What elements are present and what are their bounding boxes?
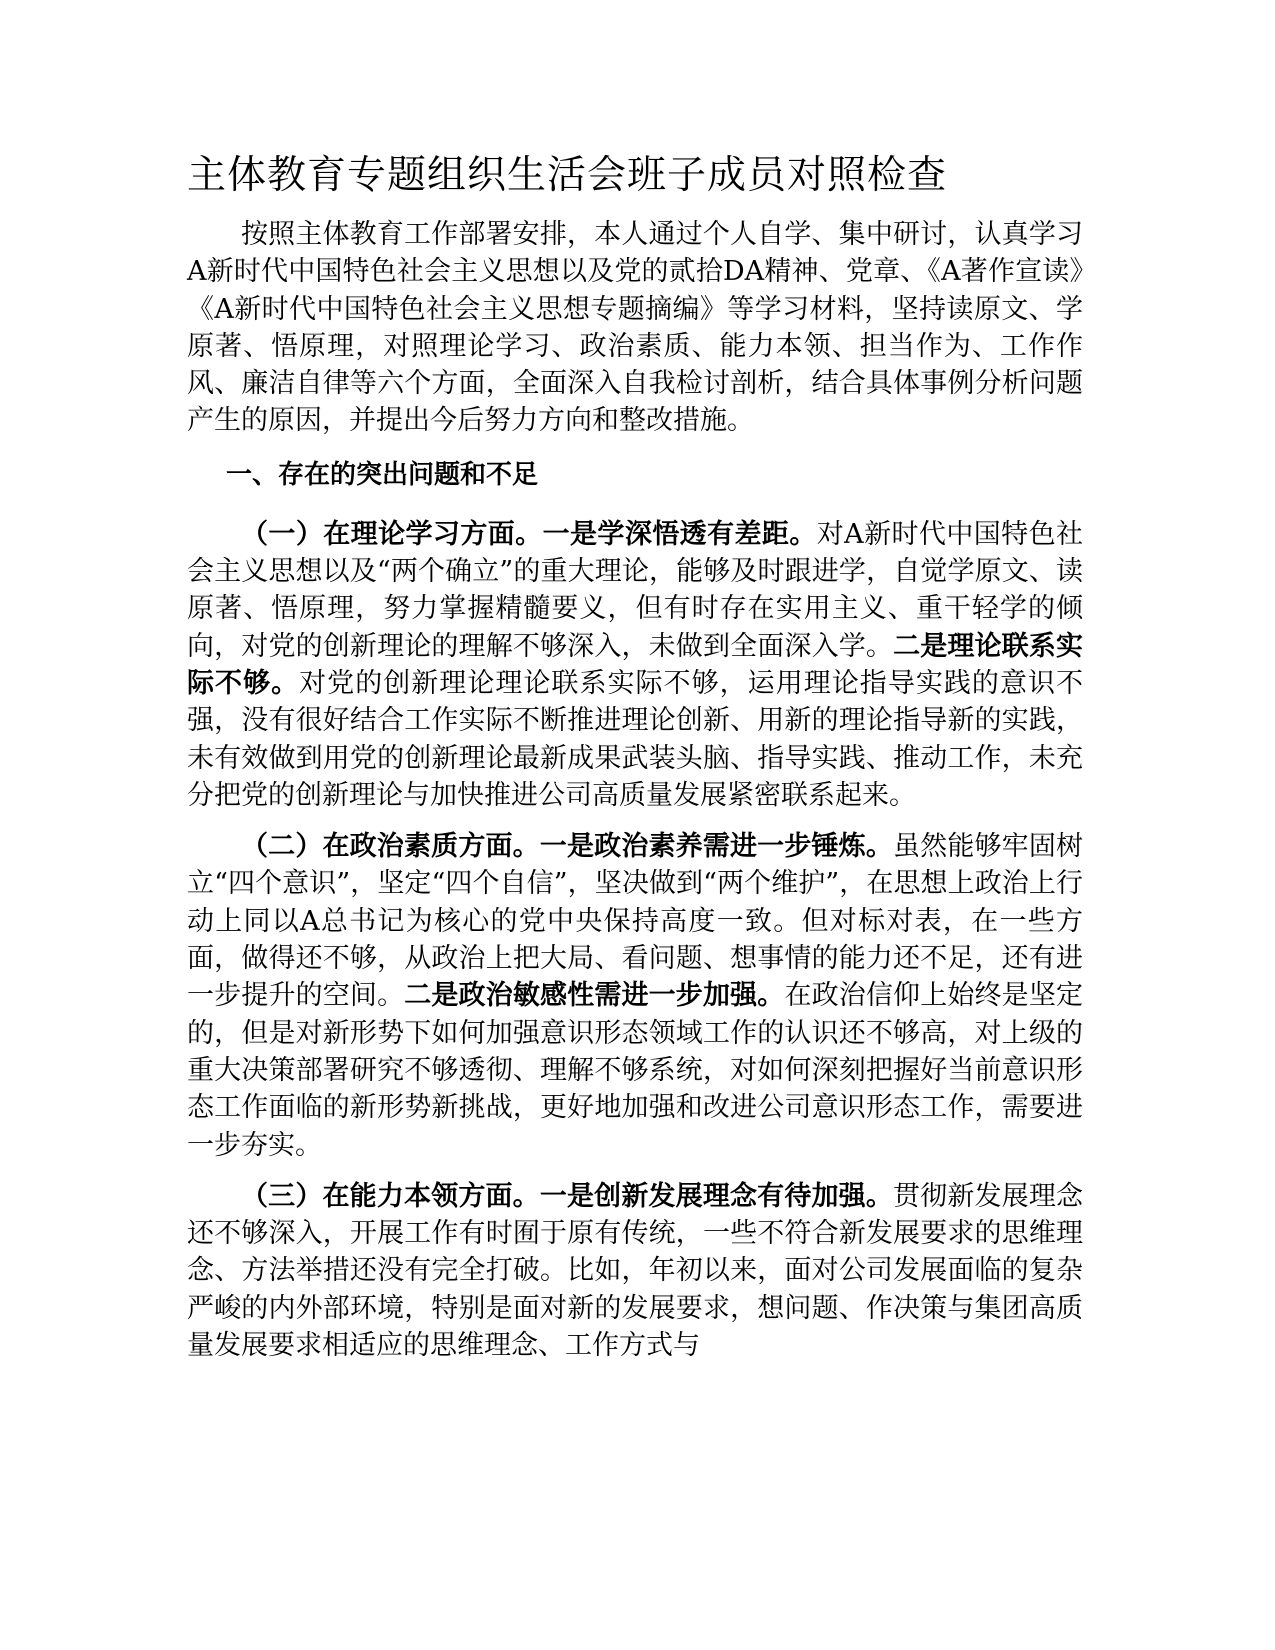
intro-paragraph: 按照主体教育工作部署安排，本人通过个人自学、集中研讨，认真学习A新时代中国特色社会主义思想以及党的贰拾DA精神、党章、《A著作宣读》《A新时代中国特色社会主义思想专题摘编》等学习材料，坚持读原文、学原著、悟原理，对照理论学习、政治素质、能力本领、担当作为、工作作风、廉洁自律等六个方面，全面深入自我检讨剖析，结合具体事例分析问题产生的原因，并提出今后努力方向和整改措施。 [187,219,1083,437]
theory-study-lead: （一）在理论学习方面。一是学深悟透有差距。 [241,518,817,550]
theory-study-text-2: 对党的创新理论理论联系实际不够，运用理论指导实践的意识不强，没有很好结合工作实际不断推进理论创新、用新的理论指导新的实践，未有效做到用党的创新理论最新成果武装头脑、指导实践、推动工作，未充分把党的创新理论与加快推进公司高质量发展紧密联系起来。 [187,667,1084,811]
ability-paragraph [187,1178,1083,1364]
political-quality-lead: （二）在政治素质方面。一是政治素养需进一步锤炼。 [241,831,893,863]
political-quality-text-2: 在政治信仰上始终是坚定的，但是对新形势下如何加强意识形态领域工作的认识还不够高，对上级的重大决策部署研究不够透彻、理解不够系统，对如何深刻把握好当前意识形态工作面临的新形势新挑战，更好地加强和改进公司意识形态工作，需要进一步夯实。 [187,980,1083,1161]
political-quality-text-1: 虽然能够牢固树立“四个意识”，坚定“四个自信”，坚决做到“两个维护”，在思想上政治上行动上同以A总书记为核心的党中央保持高度一致。但对标对表，在一些方面，做得还不够，从政治上把大局、看问题、想事情的能力还不足，还有进一步提升的空间。 [187,831,1083,1012]
political-quality-paragraph [187,828,1083,1164]
ability-text-1: 贯彻新发展理念还不够深入，开展工作有时囿于原有传统，一些不符合新发展要求的思维理念、方法举措还没有完全打破。比如，年初以来，面对公司发展面临的复杂严峻的内外部环境，特别是面对新的发展要求，想问题、作决策与集团高质量发展要求相适应的思维理念、工作方式与 [187,1180,1083,1362]
theory-study-paragraph [187,516,1083,814]
section-heading: 一、存在的突出问题和不足 [226,459,539,490]
political-quality-point-2: 二是政治敏感性需进一步加强。 [404,980,785,1012]
theory-study-text-1: 对A新时代中国特色社会主义思想以及“两个确立”的重大理论，能够及时跟进学，自觉学原文、读原著、悟原理，努力掌握精髓要义，但有时存在实用主义、重干轻学的倾向，对党的创新理论的理解不够深入，未做到全面深入学。 [187,518,1083,662]
ability-lead: （三）在能力本领方面。一是创新发展理念有待加强。 [241,1180,893,1212]
document-page [187,150,1083,1378]
document-title: 主体教育专题组织生活会班子成员对照检查 [187,153,948,198]
theory-study-point-2: 二是理论联系实际不够。 [187,630,1083,699]
